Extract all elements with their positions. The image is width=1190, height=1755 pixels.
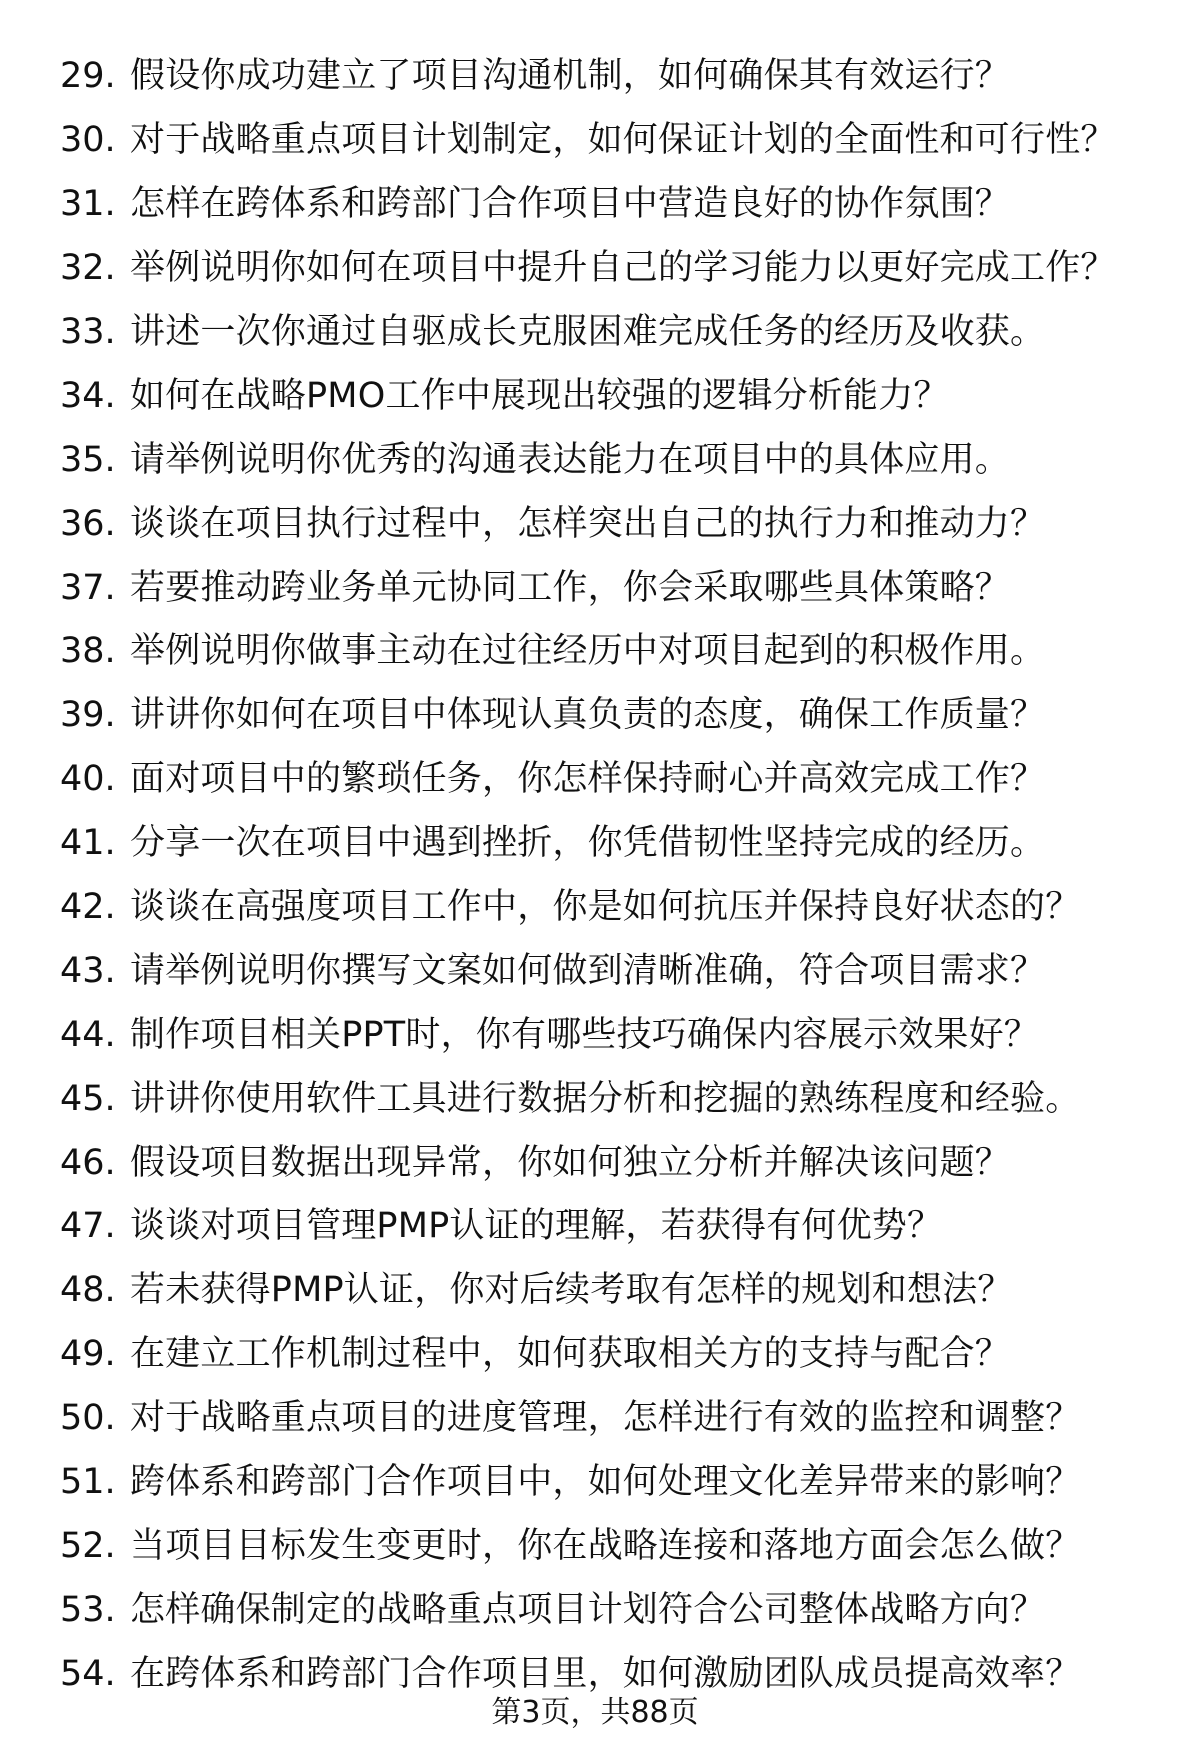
list-item — [60, 109, 1170, 173]
question-text: 怎样确保制定的战略重点项目计划符合公司整体战略方向？ — [130, 1589, 1046, 1630]
list-item — [60, 1131, 1170, 1195]
question-number: 34. — [60, 375, 116, 416]
question-text: 对于战略重点项目计划制定，如何保证计划的全面性和可行性？ — [130, 120, 1116, 161]
list-item — [60, 620, 1170, 684]
question-number: 37. — [60, 567, 116, 608]
question-list — [60, 45, 1170, 1706]
question-text: 假设项目数据出现异常，你如何独立分析并解决该问题？ — [130, 1142, 1011, 1183]
question-text: 若要推动跨业务单元协同工作，你会采取哪些具体策略？ — [130, 567, 1011, 608]
question-number: 46. — [60, 1142, 116, 1183]
list-item — [60, 301, 1170, 365]
question-text: 若未获得PMP认证，你对后续考取有怎样的规划和想法？ — [130, 1270, 1013, 1311]
list-item — [60, 812, 1170, 876]
question-text: 在建立工作机制过程中，如何获取相关方的支持与配合？ — [130, 1334, 1011, 1375]
list-item — [60, 45, 1170, 109]
list-item — [60, 684, 1170, 748]
question-text: 分享一次在项目中遇到挫折，你凭借韧性坚持完成的经历。 — [130, 823, 1046, 864]
question-number: 39. — [60, 695, 116, 736]
list-item — [60, 1387, 1170, 1451]
question-text: 跨体系和跨部门合作项目中，如何处理文化差异带来的影响？ — [130, 1462, 1081, 1503]
list-item — [60, 1323, 1170, 1387]
question-text: 举例说明你如何在项目中提升自己的学习能力以更好完成工作？ — [130, 248, 1116, 289]
question-number: 49. — [60, 1334, 116, 1375]
question-number: 54. — [60, 1653, 116, 1694]
question-number: 35. — [60, 439, 116, 480]
question-text: 制作项目相关PPT时，你有哪些技巧确保内容展示效果好？ — [130, 1014, 1039, 1055]
list-item — [60, 1514, 1170, 1578]
list-item — [60, 364, 1170, 428]
list-item — [60, 492, 1170, 556]
question-text: 谈谈对项目管理PMP认证的理解，若获得有何优势？ — [130, 1206, 943, 1247]
question-text: 面对项目中的繁琐任务，你怎样保持耐心并高效完成工作？ — [130, 759, 1046, 800]
question-text: 讲讲你使用软件工具进行数据分析和挖掘的熟练程度和经验。 — [130, 1078, 1081, 1119]
question-text: 对于战略重点项目的进度管理，怎样进行有效的监控和调整？ — [130, 1398, 1081, 1439]
question-text: 假设你成功建立了项目沟通机制，如何确保其有效运行？ — [130, 56, 1011, 97]
question-text: 如何在战略PMO工作中展现出较强的逻辑分析能力？ — [130, 375, 949, 416]
list-item — [60, 1578, 1170, 1642]
question-text: 当项目目标发生变更时，你在战略连接和落地方面会怎么做？ — [130, 1525, 1081, 1566]
question-text: 请举例说明你撰写文案如何做到清晰准确，符合项目需求？ — [130, 950, 1046, 991]
question-number: 47. — [60, 1206, 116, 1247]
question-number: 41. — [60, 823, 116, 864]
list-item — [60, 173, 1170, 237]
list-item — [60, 428, 1170, 492]
list-item — [60, 1195, 1170, 1259]
question-number: 53. — [60, 1589, 116, 1630]
question-number: 33. — [60, 312, 116, 352]
question-number: 51. — [60, 1462, 116, 1503]
list-item — [60, 1003, 1170, 1067]
list-item — [60, 876, 1170, 940]
page-number: 第3页，共88页 — [491, 1695, 699, 1730]
list-item — [60, 556, 1170, 620]
question-number: 42. — [60, 887, 116, 928]
list-item — [60, 1067, 1170, 1131]
question-number: 52. — [60, 1525, 116, 1566]
question-number: 43. — [60, 950, 116, 991]
question-number: 38. — [60, 631, 116, 672]
question-text: 谈谈在高强度项目工作中，你是如何抗压并保持良好状态的？ — [130, 887, 1081, 928]
question-number: 31. — [60, 184, 116, 225]
question-number: 45. — [60, 1078, 116, 1119]
question-text: 讲讲你如何在项目中体现认真负责的态度，确保工作质量？ — [130, 695, 1046, 736]
question-number: 32. — [60, 248, 116, 289]
question-number: 36. — [60, 503, 116, 544]
question-number: 40. — [60, 759, 116, 800]
question-number: 30. — [60, 120, 116, 161]
question-number: 44. — [60, 1014, 116, 1055]
question-text: 举例说明你做事主动在过往经历中对项目起到的积极作用。 — [130, 631, 1046, 672]
question-number: 50. — [60, 1398, 116, 1439]
question-number: 48. — [60, 1270, 116, 1311]
question-text: 怎样在跨体系和跨部门合作项目中营造良好的协作氛围？ — [130, 184, 1011, 225]
question-number: 29. — [60, 56, 116, 97]
question-text: 请举例说明你优秀的沟通表达能力在项目中的具体应用。 — [130, 439, 1011, 480]
list-item — [60, 237, 1170, 301]
list-item — [60, 939, 1170, 1003]
question-text: 谈谈在项目执行过程中，怎样突出自己的执行力和推动力？ — [130, 503, 1046, 544]
list-item — [60, 1259, 1170, 1323]
question-text: 在跨体系和跨部门合作项目里，如何激励团队成员提高效率？ — [130, 1653, 1081, 1694]
list-item — [60, 1451, 1170, 1515]
list-item — [60, 748, 1170, 812]
question-text: 讲述一次你通过自驱成长克服困难完成任务的经历及收获。 — [130, 312, 1046, 352]
